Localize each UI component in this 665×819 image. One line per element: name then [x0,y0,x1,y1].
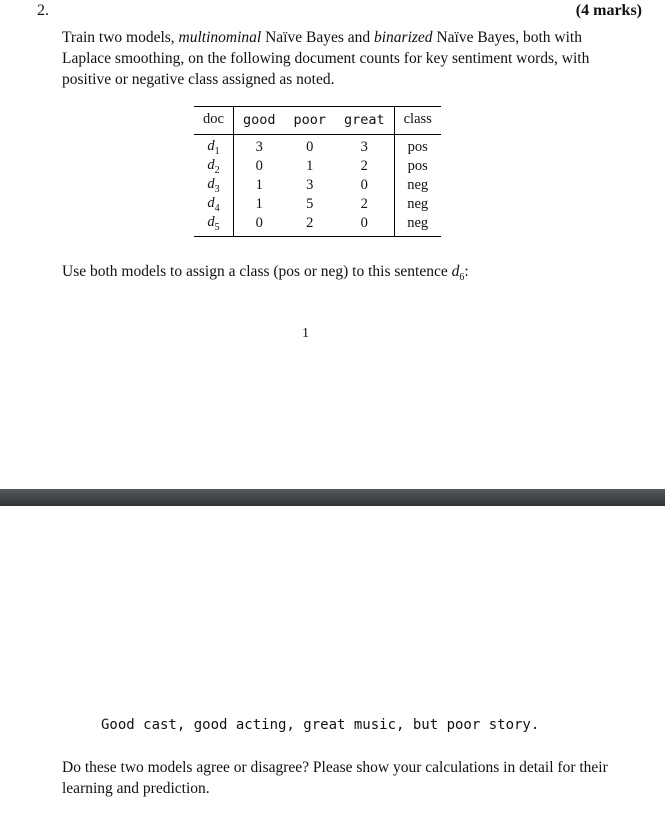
intro-text-1: Train two models, [62,29,179,46]
header-poor: poor [284,107,335,135]
cell-great: 2 [335,195,394,214]
cell-class: neg [407,177,429,193]
cell-great: 0 [335,176,394,195]
instruction-sub: 6 [459,272,465,284]
page-break-divider [0,489,665,506]
doc-sub: 4 [214,202,220,214]
doc-sub: 5 [214,221,220,233]
intro-term-multinominal: multinominal [178,29,262,46]
doc-sub: 1 [214,145,220,157]
cell-doc [194,157,233,176]
doc-var: d [207,138,215,155]
document-counts-table-wrapper [194,106,441,237]
page-number: 1 [302,326,309,341]
header-good: good [233,107,284,135]
cell-good: 1 [255,196,263,212]
instruction-main: Use both models to assign a class (pos or neg) to this sentence [62,263,452,280]
cell-poor: 1 [306,158,314,174]
doc-sub: 2 [214,164,220,176]
doc-var: d [207,176,215,193]
cell-poor: 0 [306,139,314,155]
table-row [194,135,441,158]
cell-class: pos [407,139,428,155]
cell-good: 0 [255,215,263,231]
cell-poor: 3 [306,177,314,193]
instruction-var: d [451,263,460,280]
intro-text-2: Naïve Bayes and [261,29,374,46]
table-row [194,195,441,214]
doc-var: d [207,214,215,231]
cell-great: 0 [335,214,394,237]
cell-class: neg [407,196,429,212]
example-sentence: Good cast, good acting, great music, but poor story. [101,717,540,733]
document-counts-table [194,106,441,237]
cell-doc [194,195,233,214]
doc-sub: 3 [214,183,220,195]
cell-poor: 2 [306,215,314,231]
closing-instruction: Do these two models agree or disagree? Please show your calculations in detail for their learning and prediction. [62,759,608,797]
intro-term-binarized: binarized [374,29,433,46]
cell-poor: 5 [306,196,314,212]
cell-class: neg [407,215,429,231]
instruction-suffix: : [464,263,469,280]
cell-great: 3 [335,135,394,158]
table-header-row [194,107,441,135]
cell-doc [194,176,233,195]
header-great: great [335,107,394,135]
header-class: class [394,107,441,135]
cell-great: 2 [335,157,394,176]
cell-class: pos [407,158,428,174]
cell-doc [194,214,233,237]
header-doc: doc [194,107,233,135]
cell-doc [194,135,233,158]
intro-text-3: Naïve Bayes, both with Laplace smoothing, on the following document counts for key sentiment words, with positive or negative class assigned as noted. [62,29,590,88]
cell-good: 0 [255,158,263,174]
table-row [194,214,441,237]
table-row [194,157,441,176]
doc-var: d [207,157,215,174]
table-row [194,176,441,195]
instruction-text [62,263,469,283]
cell-good: 3 [255,139,263,155]
cell-good: 1 [255,177,263,193]
question-intro [62,27,602,90]
question-number: 2. [37,2,49,19]
marks-label: (4 marks) [575,2,642,19]
doc-var: d [207,195,215,212]
